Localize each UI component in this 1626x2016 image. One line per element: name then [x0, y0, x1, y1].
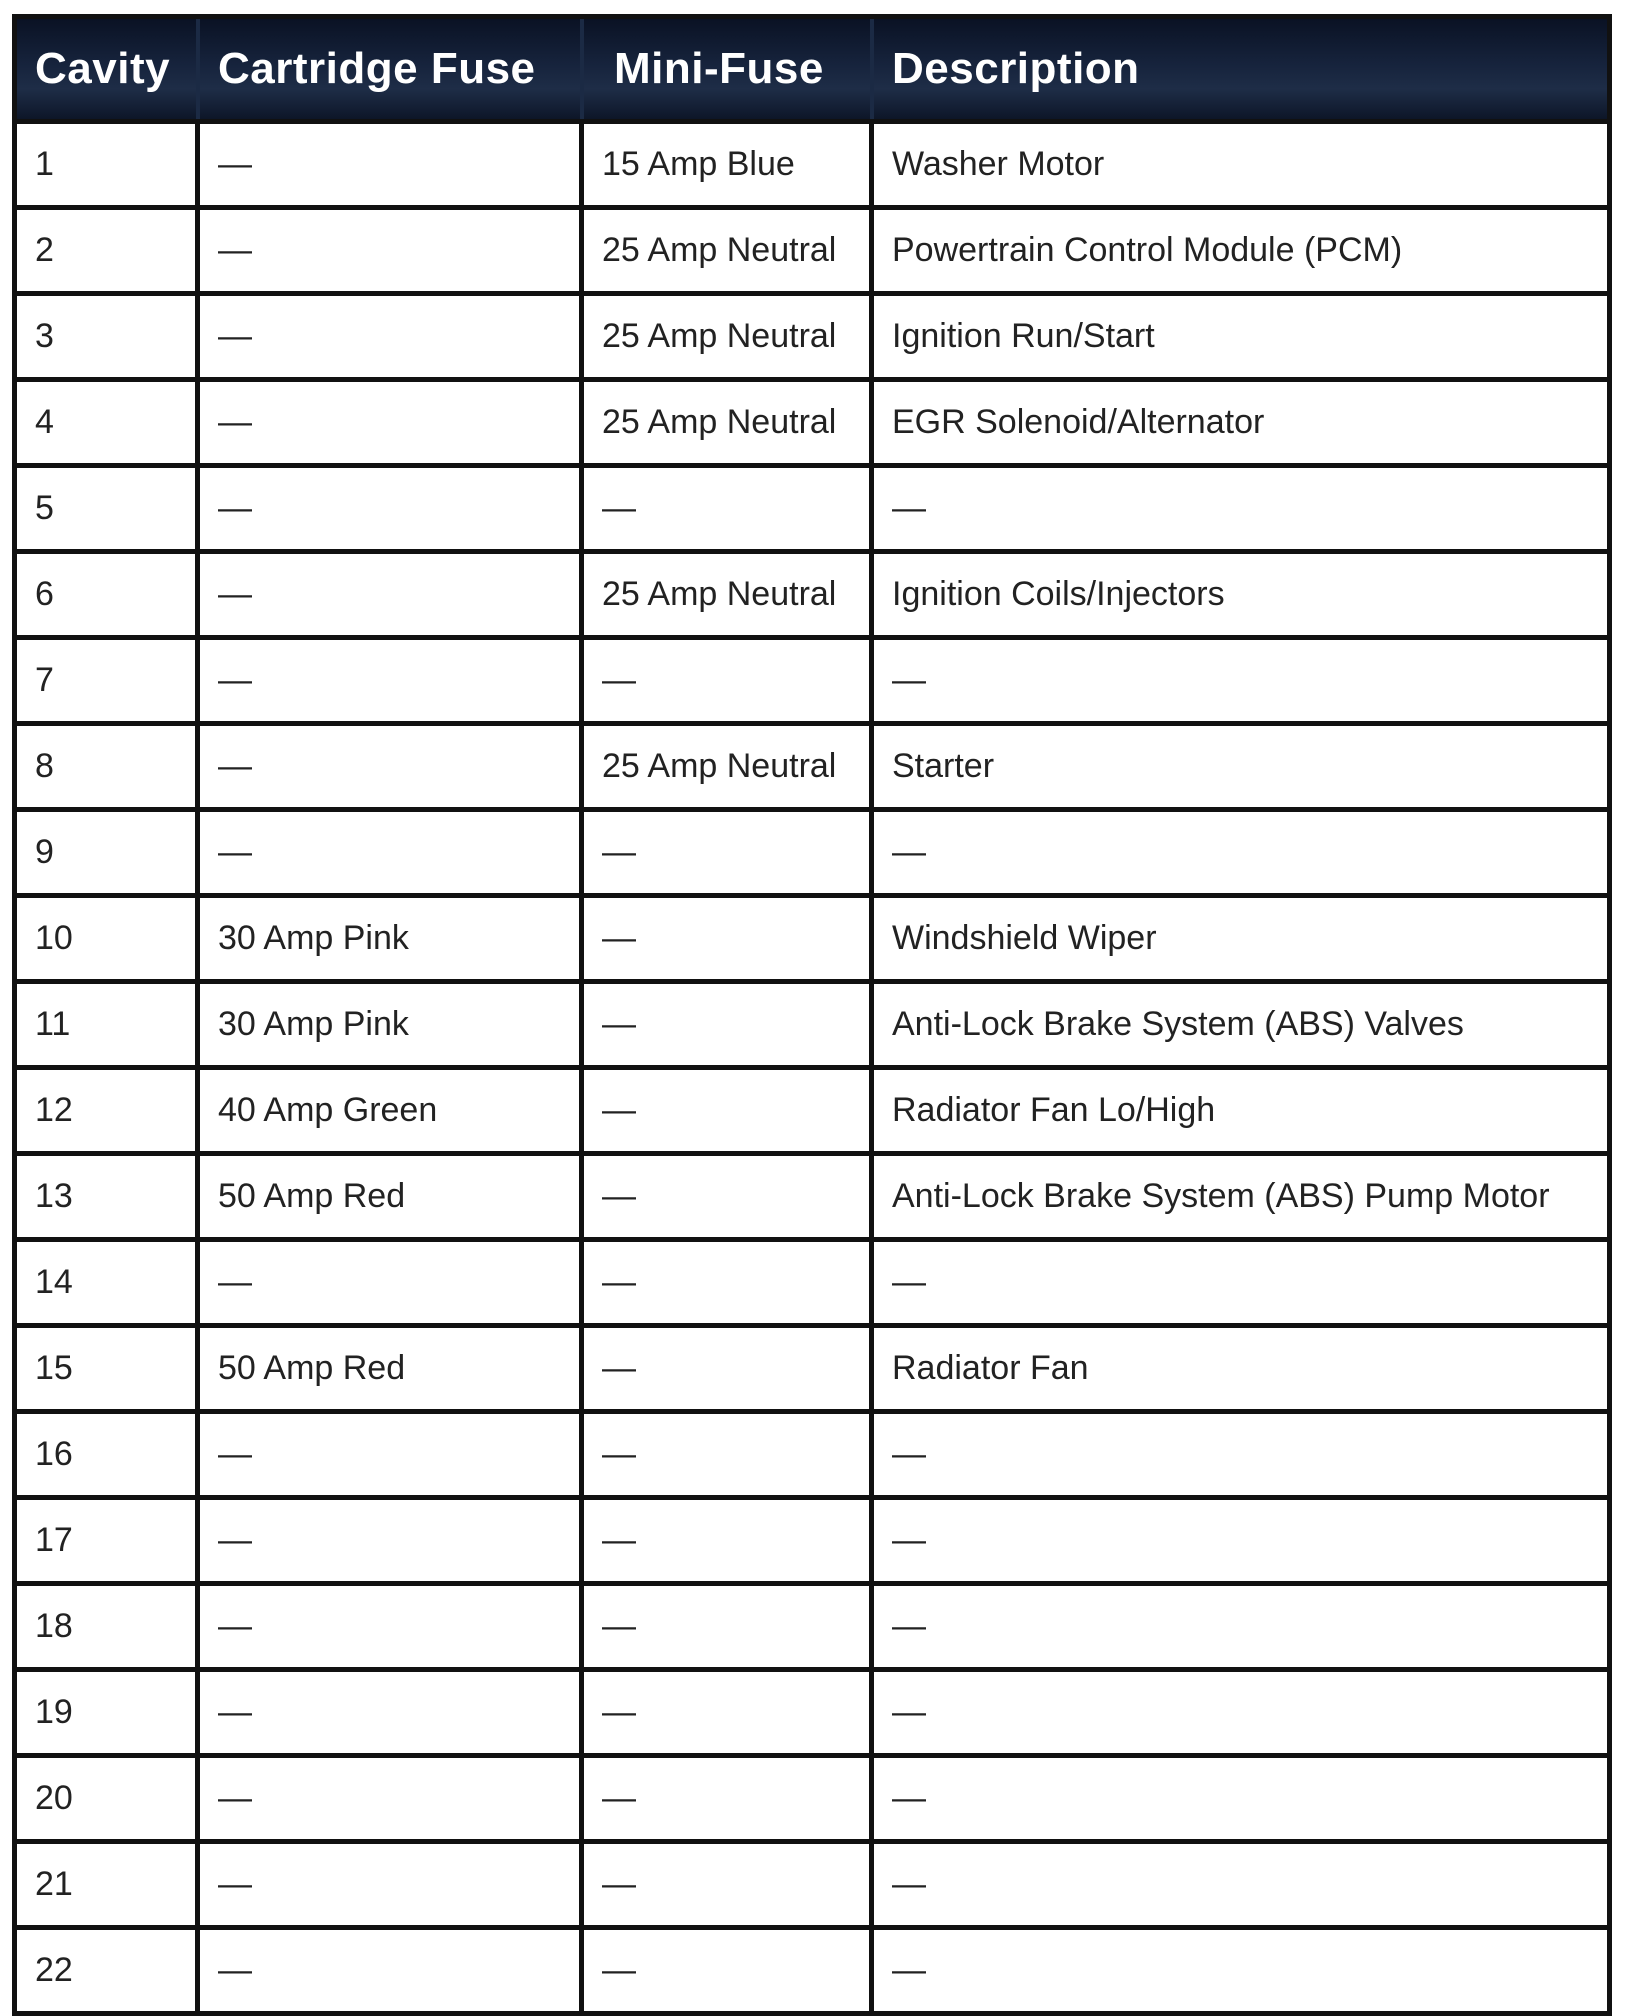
cell-cavity: 5 — [17, 463, 200, 549]
cell-mini-fuse: — — [584, 1237, 874, 1323]
cell-mini-fuse: — — [584, 1151, 874, 1237]
cell-mini-fuse: — — [584, 1753, 874, 1839]
cell-mini-fuse: 25 Amp Neutral — [584, 205, 874, 291]
table-row — [17, 1839, 1607, 1925]
cell-cavity: 22 — [17, 1925, 200, 2011]
cell-mini-fuse: — — [584, 635, 874, 721]
cell-cartridge-fuse: — — [200, 1581, 584, 1667]
table-row — [17, 1151, 1607, 1237]
table-row — [17, 1323, 1607, 1409]
cell-description: Washer Motor — [874, 119, 1607, 205]
table-row — [17, 979, 1607, 1065]
header-mini-fuse: Mini-Fuse — [584, 19, 874, 119]
cell-cavity: 13 — [17, 1151, 200, 1237]
cell-cartridge-fuse: — — [200, 119, 584, 205]
cell-description: Powertrain Control Module (PCM) — [874, 205, 1607, 291]
cell-description: — — [874, 1925, 1607, 2011]
cell-cavity: 8 — [17, 721, 200, 807]
cell-cavity: 9 — [17, 807, 200, 893]
header-row — [17, 19, 1607, 119]
cell-cartridge-fuse: — — [200, 1667, 584, 1753]
cell-description: — — [874, 1839, 1607, 1925]
cell-cavity: 2 — [17, 205, 200, 291]
cell-mini-fuse: 25 Amp Neutral — [584, 721, 874, 807]
cell-cartridge-fuse: — — [200, 1753, 584, 1839]
cell-mini-fuse: — — [584, 979, 874, 1065]
cell-mini-fuse: — — [584, 893, 874, 979]
header-cavity: Cavity — [17, 19, 200, 119]
cell-mini-fuse: — — [584, 1495, 874, 1581]
cell-mini-fuse: — — [584, 807, 874, 893]
cell-mini-fuse: 15 Amp Blue — [584, 119, 874, 205]
cell-description: — — [874, 1409, 1607, 1495]
cell-description: — — [874, 1581, 1607, 1667]
cell-description: — — [874, 1753, 1607, 1839]
table-row — [17, 1925, 1607, 2011]
cell-mini-fuse: — — [584, 1409, 874, 1495]
cell-cavity: 19 — [17, 1667, 200, 1753]
cell-description: Ignition Run/Start — [874, 291, 1607, 377]
cell-cartridge-fuse: — — [200, 463, 584, 549]
cell-cartridge-fuse: — — [200, 1495, 584, 1581]
cell-description: Ignition Coils/Injectors — [874, 549, 1607, 635]
cell-cavity: 15 — [17, 1323, 200, 1409]
table-row — [17, 893, 1607, 979]
fuse-table — [12, 14, 1612, 2016]
cell-mini-fuse: 25 Amp Neutral — [584, 291, 874, 377]
cell-cavity: 7 — [17, 635, 200, 721]
cell-description: — — [874, 1237, 1607, 1323]
cell-cavity: 14 — [17, 1237, 200, 1323]
cell-cartridge-fuse: — — [200, 1409, 584, 1495]
cell-description: — — [874, 807, 1607, 893]
cell-cartridge-fuse: — — [200, 205, 584, 291]
cell-description: — — [874, 1495, 1607, 1581]
cell-cavity: 3 — [17, 291, 200, 377]
cell-description: — — [874, 1667, 1607, 1753]
cell-cavity: 4 — [17, 377, 200, 463]
table-row — [17, 1237, 1607, 1323]
cell-mini-fuse: — — [584, 463, 874, 549]
cell-description: — — [874, 463, 1607, 549]
cell-cartridge-fuse: 50 Amp Red — [200, 1151, 584, 1237]
table-row — [17, 807, 1607, 893]
cell-description: Starter — [874, 721, 1607, 807]
cell-description: Radiator Fan — [874, 1323, 1607, 1409]
cell-cartridge-fuse: — — [200, 1237, 584, 1323]
cell-cavity: 17 — [17, 1495, 200, 1581]
fuse-table-container — [12, 14, 1612, 1987]
table-row — [17, 635, 1607, 721]
cell-mini-fuse: 25 Amp Neutral — [584, 377, 874, 463]
cell-description: EGR Solenoid/Alternator — [874, 377, 1607, 463]
cell-mini-fuse: 25 Amp Neutral — [584, 549, 874, 635]
cell-mini-fuse: — — [584, 1925, 874, 2011]
cell-cavity: 10 — [17, 893, 200, 979]
cell-description: Anti-Lock Brake System (ABS) Pump Motor — [874, 1151, 1607, 1237]
table-row — [17, 463, 1607, 549]
cell-cavity: 18 — [17, 1581, 200, 1667]
cell-cavity: 20 — [17, 1753, 200, 1839]
table-row — [17, 1667, 1607, 1753]
cell-cartridge-fuse: — — [200, 721, 584, 807]
cell-description: Radiator Fan Lo/High — [874, 1065, 1607, 1151]
cell-cartridge-fuse: 30 Amp Pink — [200, 893, 584, 979]
table-row — [17, 549, 1607, 635]
cell-cavity: 12 — [17, 1065, 200, 1151]
table-row — [17, 1495, 1607, 1581]
cell-description: Windshield Wiper — [874, 893, 1607, 979]
cell-cavity: 11 — [17, 979, 200, 1065]
cell-mini-fuse: — — [584, 1667, 874, 1753]
cell-cartridge-fuse: — — [200, 807, 584, 893]
table-row — [17, 1753, 1607, 1839]
table-body — [17, 119, 1607, 2011]
cell-cartridge-fuse: 30 Amp Pink — [200, 979, 584, 1065]
cell-description: Anti-Lock Brake System (ABS) Valves — [874, 979, 1607, 1065]
cell-cavity: 21 — [17, 1839, 200, 1925]
table-row — [17, 377, 1607, 463]
cell-mini-fuse: — — [584, 1323, 874, 1409]
header-description: Description — [874, 19, 1607, 119]
cell-cartridge-fuse: 40 Amp Green — [200, 1065, 584, 1151]
cell-cartridge-fuse: — — [200, 377, 584, 463]
cell-cartridge-fuse: — — [200, 291, 584, 377]
cell-cartridge-fuse: — — [200, 549, 584, 635]
table-row — [17, 721, 1607, 807]
cell-mini-fuse: — — [584, 1065, 874, 1151]
cell-cartridge-fuse: — — [200, 1839, 584, 1925]
cell-cavity: 6 — [17, 549, 200, 635]
cell-cartridge-fuse: — — [200, 1925, 584, 2011]
table-row — [17, 1409, 1607, 1495]
table-header — [17, 19, 1607, 119]
cell-mini-fuse: — — [584, 1839, 874, 1925]
cell-cartridge-fuse: — — [200, 635, 584, 721]
cell-mini-fuse: — — [584, 1581, 874, 1667]
cell-cavity: 1 — [17, 119, 200, 205]
table-row — [17, 1581, 1607, 1667]
cell-cavity: 16 — [17, 1409, 200, 1495]
table-row — [17, 291, 1607, 377]
cell-description: — — [874, 635, 1607, 721]
table-row — [17, 119, 1607, 205]
cell-cartridge-fuse: 50 Amp Red — [200, 1323, 584, 1409]
table-row — [17, 205, 1607, 291]
table-row — [17, 1065, 1607, 1151]
header-cartridge-fuse: Cartridge Fuse — [200, 19, 584, 119]
